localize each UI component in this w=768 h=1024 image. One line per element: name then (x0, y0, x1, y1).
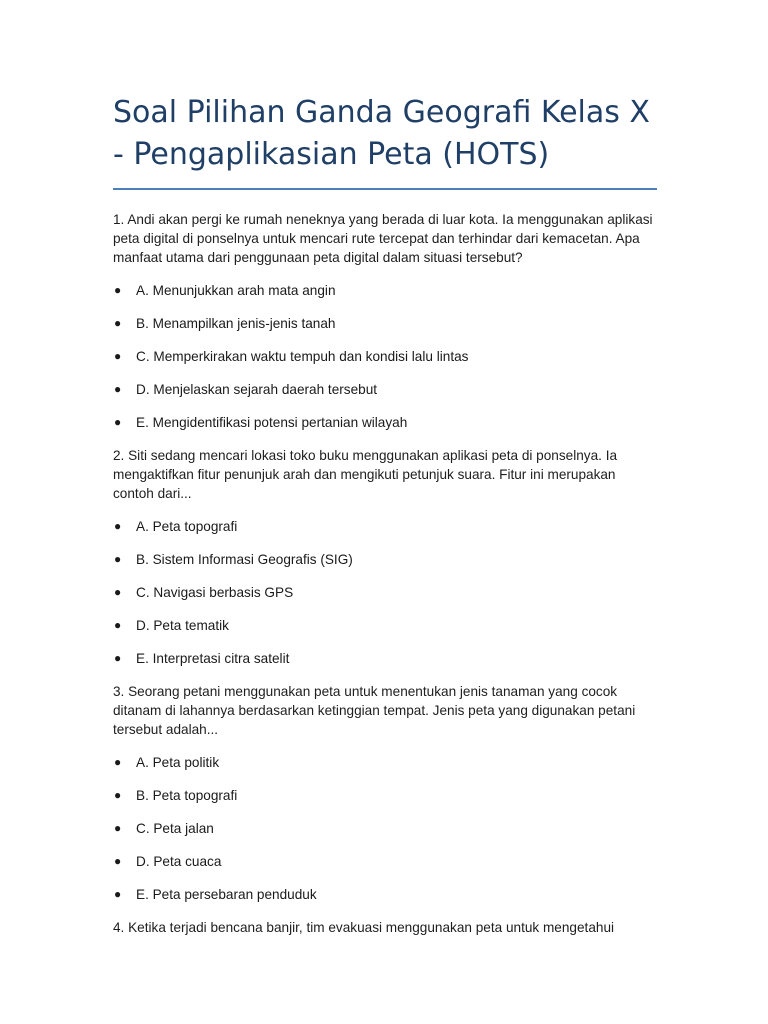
option-item (113, 380, 656, 399)
question-text: 1. Andi akan pergi ke rumah neneknya yang berada di luar kota. Ia menggunakan aplikasi peta digital di ponselnya untuk mencari rute tercepat dan terhindar dari kemacetan. Apa manfaat utama dari penggunaan peta digital dalam situasi tersebut? (113, 212, 653, 265)
option-label: D. Peta cuaca (136, 854, 222, 869)
option-label: B. Peta topografi (136, 788, 238, 803)
title-divider (113, 188, 657, 190)
bullet-icon: ● (114, 283, 122, 297)
option-item (113, 314, 656, 333)
option-label: C. Navigasi berbasis GPS (136, 585, 294, 600)
option-item (113, 616, 656, 635)
option-item (113, 786, 656, 805)
option-label: A. Menunjukkan arah mata angin (136, 283, 336, 298)
bullet-icon: ● (114, 887, 122, 901)
bullet-icon: ● (114, 788, 122, 802)
option-label: E. Mengidentifikasi potensi pertanian wilayah (136, 415, 408, 430)
option-label: B. Sistem Informasi Geografis (SIG) (136, 552, 353, 567)
bullet-icon: ● (114, 585, 122, 599)
option-item (113, 753, 656, 772)
option-item (113, 885, 656, 904)
bullet-icon: ● (114, 415, 122, 429)
bullet-icon: ● (114, 618, 122, 632)
bullet-icon: ● (114, 349, 122, 363)
option-list (113, 753, 656, 904)
question-text: 4. Ketika terjadi bencana banjir, tim evakuasi menggunakan peta untuk mengetahui (113, 920, 615, 935)
option-item (113, 649, 656, 668)
bullet-icon: ● (114, 854, 122, 868)
bullet-icon: ● (114, 651, 122, 665)
question-text: 3. Seorang petani menggunakan peta untuk menentukan jenis tanaman yang cocok ditanam di lahannya berdasarkan ketinggian tempat. Jenis peta yang digunakan petani tersebut adalah... (113, 684, 636, 737)
option-item (113, 852, 656, 871)
option-label: E. Interpretasi citra satelit (136, 651, 290, 666)
option-item (113, 413, 656, 432)
document-title: Soal Pilihan Ganda Geografi Kelas X - Pengaplikasian Peta (HOTS) (113, 95, 650, 172)
question-block-1 (113, 210, 656, 432)
bullet-icon: ● (114, 755, 122, 769)
option-label: B. Menampilkan jenis-jenis tanah (136, 316, 336, 331)
option-label: C. Memperkirakan waktu tempuh dan kondisi lalu lintas (136, 349, 469, 364)
option-item (113, 281, 656, 300)
question-text: 2. Siti sedang mencari lokasi toko buku menggunakan aplikasi peta di ponselnya. Ia mengaktifkan fitur penunjuk arah dan mengikuti petunjuk suara. Fitur ini merupakan contoh dari... (113, 448, 618, 501)
bullet-icon: ● (114, 316, 122, 330)
question-block-4 (113, 918, 656, 937)
bullet-icon: ● (114, 519, 122, 533)
question-block-2 (113, 446, 656, 668)
option-item (113, 347, 656, 366)
option-label: E. Peta persebaran penduduk (136, 887, 317, 902)
question-block-3 (113, 682, 656, 904)
bullet-icon: ● (114, 821, 122, 835)
option-label: C. Peta jalan (136, 821, 214, 836)
option-label: A. Peta politik (136, 755, 220, 770)
bullet-icon: ● (114, 552, 122, 566)
option-list (113, 517, 656, 668)
option-item (113, 819, 656, 838)
option-label: D. Peta tematik (136, 618, 229, 633)
option-list (113, 281, 656, 432)
option-label: D. Menjelaskan sejarah daerah tersebut (136, 382, 378, 397)
option-label: A. Peta topografi (136, 519, 238, 534)
option-item (113, 583, 656, 602)
option-item (113, 550, 656, 569)
option-item (113, 517, 656, 536)
bullet-icon: ● (114, 382, 122, 396)
